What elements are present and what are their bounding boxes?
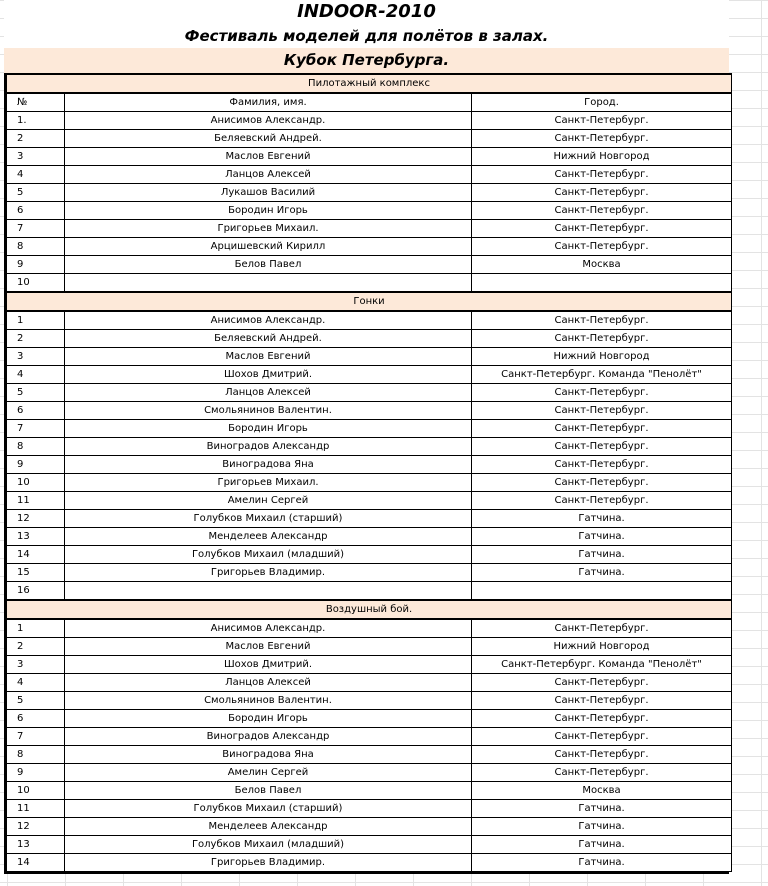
cell-number[interactable]: 14 — [7, 854, 65, 872]
table-row — [7, 546, 732, 564]
cell-number[interactable]: 10 — [7, 474, 65, 492]
cell-city[interactable]: Нижний Новгород — [472, 348, 732, 366]
cell-number[interactable]: 9 — [7, 256, 65, 274]
cell-city[interactable]: Гатчина. — [472, 510, 732, 528]
subtitle: Фестиваль моделей для полётов в залах. — [4, 24, 729, 48]
table-row — [7, 528, 732, 546]
cell-name[interactable]: Беляевский Андрей. — [65, 130, 472, 148]
table-row — [7, 148, 732, 166]
table-row — [7, 384, 732, 402]
table-row — [7, 402, 732, 420]
table-row — [7, 112, 732, 130]
table-row — [7, 638, 732, 656]
cell-number[interactable]: 12 — [7, 818, 65, 836]
cell-name[interactable]: Шохов Дмитрий. — [65, 656, 472, 674]
cell-city[interactable]: Нижний Новгород — [472, 638, 732, 656]
cell-number[interactable]: 2 — [7, 130, 65, 148]
cell-name[interactable]: Виноградова Яна — [65, 746, 472, 764]
cell-number[interactable]: 5 — [7, 384, 65, 402]
table-row — [7, 220, 732, 238]
cell-city[interactable]: Санкт-Петербург. — [472, 710, 732, 728]
cell-name[interactable]: Бородин Игорь — [65, 420, 472, 438]
cell-number[interactable]: 1. — [7, 112, 65, 130]
cell-name[interactable]: Григорьев Михаил. — [65, 474, 472, 492]
cell-name[interactable]: Лукашов Василий — [65, 184, 472, 202]
table-row — [7, 202, 732, 220]
cell-number[interactable]: 9 — [7, 764, 65, 782]
cell-city[interactable]: Санкт-Петербург. — [472, 384, 732, 402]
cell-number[interactable]: 8 — [7, 438, 65, 456]
cell-city[interactable]: Санкт-Петербург. — [472, 112, 732, 130]
cell-name[interactable]: Маслов Евгений — [65, 148, 472, 166]
cell-number[interactable]: 4 — [7, 166, 65, 184]
cell-city[interactable]: Санкт-Петербург. — [472, 330, 732, 348]
cell-city[interactable]: Санкт-Петербург. — [472, 202, 732, 220]
cell-number[interactable]: 3 — [7, 148, 65, 166]
table-row — [7, 456, 732, 474]
cell-city[interactable]: Санкт-Петербург. — [472, 492, 732, 510]
cell-number[interactable]: 6 — [7, 710, 65, 728]
cell-city[interactable]: Санкт-Петербург. — [472, 420, 732, 438]
table-row — [7, 474, 732, 492]
cell-name[interactable]: Виноградова Яна — [65, 456, 472, 474]
cell-number[interactable]: 7 — [7, 420, 65, 438]
title: INDOOR-2010 — [4, 0, 729, 24]
cell-city[interactable]: Гатчина. — [472, 800, 732, 818]
participants-table — [6, 73, 732, 872]
cell-number[interactable]: 6 — [7, 402, 65, 420]
cell-name[interactable]: Бородин Игорь — [65, 710, 472, 728]
table-row — [7, 438, 732, 456]
cell-city[interactable]: Санкт-Петербург. — [472, 311, 732, 330]
section-header-row — [7, 292, 732, 311]
cell-name[interactable]: Голубков Михаил (младший) — [65, 546, 472, 564]
cell-name[interactable]: Бородин Игорь — [65, 202, 472, 220]
cell-name[interactable]: Голубков Михаил (младший) — [65, 836, 472, 854]
cell-city[interactable] — [472, 582, 732, 601]
cell-name[interactable]: Шохов Дмитрий. — [65, 366, 472, 384]
cell-city[interactable]: Гатчина. — [472, 546, 732, 564]
cell-number[interactable]: 2 — [7, 638, 65, 656]
cell-name[interactable]: Голубков Михаил (старший) — [65, 800, 472, 818]
cell-city[interactable]: Санкт-Петербург. — [472, 456, 732, 474]
cell-name[interactable]: Виноградов Александр — [65, 728, 472, 746]
table-row — [7, 348, 732, 366]
cell-city[interactable]: Санкт-Петербург. — [472, 130, 732, 148]
cell-number[interactable]: 4 — [7, 674, 65, 692]
cell-number[interactable]: 5 — [7, 692, 65, 710]
cell-number[interactable]: 3 — [7, 656, 65, 674]
cell-city[interactable]: Санкт-Петербург. Команда "Пенолёт" — [472, 656, 732, 674]
cell-number[interactable]: 10 — [7, 274, 65, 293]
cell-number[interactable]: 7 — [7, 220, 65, 238]
cell-number[interactable]: 11 — [7, 800, 65, 818]
table-row — [7, 420, 732, 438]
cell-name[interactable]: Григорьев Владимир. — [65, 854, 472, 872]
table-row — [7, 619, 732, 638]
spreadsheet — [4, 0, 729, 874]
cell-name[interactable]: Белов Павел — [65, 256, 472, 274]
table-row — [7, 728, 732, 746]
cell-name[interactable]: Маслов Евгений — [65, 638, 472, 656]
table-row — [7, 274, 732, 293]
table-row — [7, 782, 732, 800]
column-header-row — [7, 93, 732, 112]
cell-city[interactable]: Гатчина. — [472, 836, 732, 854]
table-row — [7, 130, 732, 148]
section-title[interactable]: Пилотажный комплекс — [7, 74, 732, 93]
cell-name[interactable]: Анисимов Александр. — [65, 112, 472, 130]
table-row — [7, 674, 732, 692]
cell-name[interactable]: Белов Павел — [65, 782, 472, 800]
cell-name[interactable] — [65, 582, 472, 601]
cell-name[interactable]: Анисимов Александр. — [65, 311, 472, 330]
cell-city[interactable]: Санкт-Петербург. — [472, 674, 732, 692]
cell-city[interactable]: Санкт-Петербург. — [472, 619, 732, 638]
col-header-name[interactable]: Фамилия, имя. — [65, 93, 472, 112]
cell-number[interactable]: 14 — [7, 546, 65, 564]
cell-name[interactable] — [65, 274, 472, 293]
section-title[interactable]: Воздушный бой. — [7, 600, 732, 619]
table-row — [7, 656, 732, 674]
cell-city[interactable]: Санкт-Петербург. — [472, 402, 732, 420]
cell-name[interactable]: Беляевский Андрей. — [65, 330, 472, 348]
cell-city[interactable]: Санкт-Петербург. — [472, 238, 732, 256]
cup-title: Кубок Петербурга. — [4, 48, 729, 73]
cell-name[interactable]: Григорьев Михаил. — [65, 220, 472, 238]
cell-city[interactable]: Санкт-Петербург. — [472, 728, 732, 746]
cell-number[interactable]: 5 — [7, 184, 65, 202]
table-frame — [4, 73, 729, 874]
cell-number[interactable]: 8 — [7, 238, 65, 256]
table-row — [7, 366, 732, 384]
cell-city[interactable]: Москва — [472, 782, 732, 800]
table-row — [7, 854, 732, 872]
cell-number[interactable]: 6 — [7, 202, 65, 220]
cell-city[interactable]: Санкт-Петербург. — [472, 692, 732, 710]
cell-city[interactable]: Санкт-Петербург. Команда "Пенолёт" — [472, 366, 732, 384]
cell-number[interactable]: 13 — [7, 836, 65, 854]
cell-name[interactable]: Амелин Сергей — [65, 492, 472, 510]
cell-number[interactable]: 2 — [7, 330, 65, 348]
cell-city[interactable]: Москва — [472, 256, 732, 274]
cell-number[interactable]: 8 — [7, 746, 65, 764]
table-row — [7, 692, 732, 710]
cell-number[interactable]: 11 — [7, 492, 65, 510]
cell-name[interactable]: Смольянинов Валентин. — [65, 402, 472, 420]
cell-name[interactable]: Маслов Евгений — [65, 348, 472, 366]
cell-number[interactable]: 9 — [7, 456, 65, 474]
cell-city[interactable]: Санкт-Петербург. — [472, 474, 732, 492]
cell-number[interactable]: 1 — [7, 311, 65, 330]
cell-city[interactable]: Гатчина. — [472, 564, 732, 582]
cell-city[interactable]: Санкт-Петербург. — [472, 166, 732, 184]
cell-name[interactable]: Ланцов Алексей — [65, 166, 472, 184]
cell-number[interactable]: 4 — [7, 366, 65, 384]
cell-city[interactable]: Санкт-Петербург. — [472, 438, 732, 456]
cell-city[interactable]: Санкт-Петербург. — [472, 746, 732, 764]
table-row — [7, 238, 732, 256]
col-header-city[interactable]: Город. — [472, 93, 732, 112]
section-header-row — [7, 74, 732, 93]
cell-number[interactable]: 1 — [7, 619, 65, 638]
cell-name[interactable]: Менделеев Александр — [65, 818, 472, 836]
table-row — [7, 800, 732, 818]
table-row — [7, 564, 732, 582]
cell-city[interactable]: Гатчина. — [472, 528, 732, 546]
cell-name[interactable]: Смольянинов Валентин. — [65, 692, 472, 710]
table-row — [7, 764, 732, 782]
cell-city[interactable]: Гатчина. — [472, 854, 732, 872]
table-row — [7, 330, 732, 348]
table-row — [7, 818, 732, 836]
table-row — [7, 256, 732, 274]
cell-city[interactable]: Гатчина. — [472, 818, 732, 836]
table-row — [7, 184, 732, 202]
cell-number[interactable]: 16 — [7, 582, 65, 601]
table-row — [7, 166, 732, 184]
table-row — [7, 492, 732, 510]
table-row — [7, 836, 732, 854]
table-row — [7, 710, 732, 728]
cell-name[interactable]: Менделеев Александр — [65, 528, 472, 546]
table-row — [7, 582, 732, 601]
cell-name[interactable]: Амелин Сергей — [65, 764, 472, 782]
cell-number[interactable]: 3 — [7, 348, 65, 366]
cell-number[interactable]: 15 — [7, 564, 65, 582]
table-row — [7, 311, 732, 330]
section-header-row — [7, 600, 732, 619]
table-row — [7, 746, 732, 764]
cell-city[interactable]: Санкт-Петербург. — [472, 764, 732, 782]
section-title[interactable]: Гонки — [7, 292, 732, 311]
cell-name[interactable]: Виноградов Александр — [65, 438, 472, 456]
cell-number[interactable]: 10 — [7, 782, 65, 800]
col-header-number[interactable]: № — [7, 93, 65, 112]
cell-name[interactable]: Григорьев Владимир. — [65, 564, 472, 582]
cell-name[interactable]: Ланцов Алексей — [65, 384, 472, 402]
cell-city[interactable] — [472, 274, 732, 293]
cell-city[interactable]: Нижний Новгород — [472, 148, 732, 166]
cell-number[interactable]: 12 — [7, 510, 65, 528]
table-row — [7, 510, 732, 528]
cell-city[interactable]: Санкт-Петербург. — [472, 184, 732, 202]
cell-city[interactable]: Санкт-Петербург. — [472, 220, 732, 238]
cell-name[interactable]: Голубков Михаил (старший) — [65, 510, 472, 528]
cell-number[interactable]: 7 — [7, 728, 65, 746]
cell-number[interactable]: 13 — [7, 528, 65, 546]
cell-name[interactable]: Арцишевский Кирилл — [65, 238, 472, 256]
cell-name[interactable]: Ланцов Алексей — [65, 674, 472, 692]
cell-name[interactable]: Анисимов Александр. — [65, 619, 472, 638]
